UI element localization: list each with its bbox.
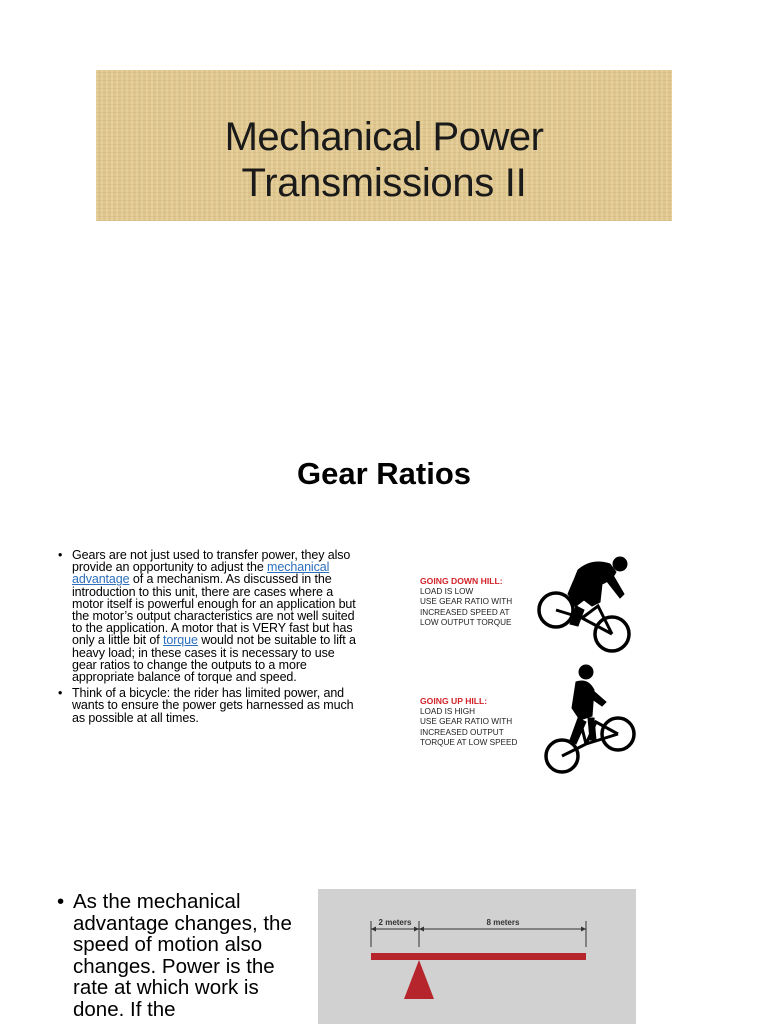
title-line-2: Transmissions II: [241, 161, 527, 205]
uphill-cyclist-icon: [540, 660, 640, 780]
downhill-cyclist-icon: [534, 550, 634, 660]
bullet-dot: •: [57, 890, 65, 913]
gear-bullet-1-text-b: of a mechanism. As discussed in the introduction to this unit, there are cases where a motor itself is powerful enough for an application but the motor’s output characteristics are not well suited to the application. A motor that is VERY fast but has only a little bit of: [72, 572, 356, 648]
gear-bullet-2-text: Think of a bicycle: the rider has limited power, and wants to ensure the power gets harnessed as much as possible at all times.: [72, 686, 354, 725]
title-line-1: Mechanical Power: [224, 115, 544, 159]
bicycle-illustration: [410, 540, 650, 790]
label-long-length: 8 meters: [486, 918, 520, 927]
uphill-line-2: USE GEAR RATIO WITH: [420, 717, 513, 726]
gear-bullet-2: [56, 687, 356, 724]
bullet-dot: •: [58, 548, 63, 562]
mechanical-advantage-link[interactable]: mechanical advantage: [72, 560, 330, 587]
title-slide: [96, 70, 672, 221]
downhill-heading: GOING DOWN HILL:: [420, 576, 503, 586]
gear-ratios-heading: Gear Ratios: [296, 456, 471, 491]
downhill-line-4: LOW OUTPUT TORQUE: [420, 618, 512, 627]
uphill-line-4: TORQUE AT LOW SPEED: [420, 738, 518, 747]
fulcrum-triangle: [404, 960, 434, 999]
lever-svg: [318, 889, 636, 1024]
gear-bullet-1: [56, 549, 356, 683]
lever-bullet: [56, 891, 296, 1020]
bullet-dot: •: [58, 686, 63, 701]
uphill-line-3: INCREASED OUTPUT: [420, 727, 504, 737]
lever-bullet-text: As the mechanical advantage changes, the speed of motion also changes. Power is the rate at which work is done. If the: [73, 890, 292, 1021]
label-short-length: 2 meters: [378, 918, 412, 927]
gear-bullet-list: [56, 549, 356, 728]
gear-bullet-1-text-a: Gears are not just used to transfer power, they also provide an opportunity to adjust the: [72, 548, 351, 575]
downhill-line-3: INCREASED SPEED AT: [420, 607, 510, 617]
uphill-line-1: LOAD IS HIGH: [420, 706, 476, 716]
torque-link[interactable]: torque: [163, 633, 198, 648]
downhill-label: [420, 576, 512, 629]
lever-diagram: [318, 889, 636, 1024]
downhill-line-1: LOAD IS LOW: [420, 586, 474, 596]
downhill-line-2: USE GEAR RATIO WITH: [420, 597, 513, 606]
lever-beam: [371, 953, 586, 960]
gear-bullet-1-text-c: would not be suitable to lift a heavy load; in these cases it is necessary to use gear ratios to change the outputs to a more appropriate balance of torque and speed.: [72, 633, 356, 685]
uphill-heading: GOING UP HILL:: [420, 696, 488, 706]
uphill-label: [420, 696, 517, 749]
